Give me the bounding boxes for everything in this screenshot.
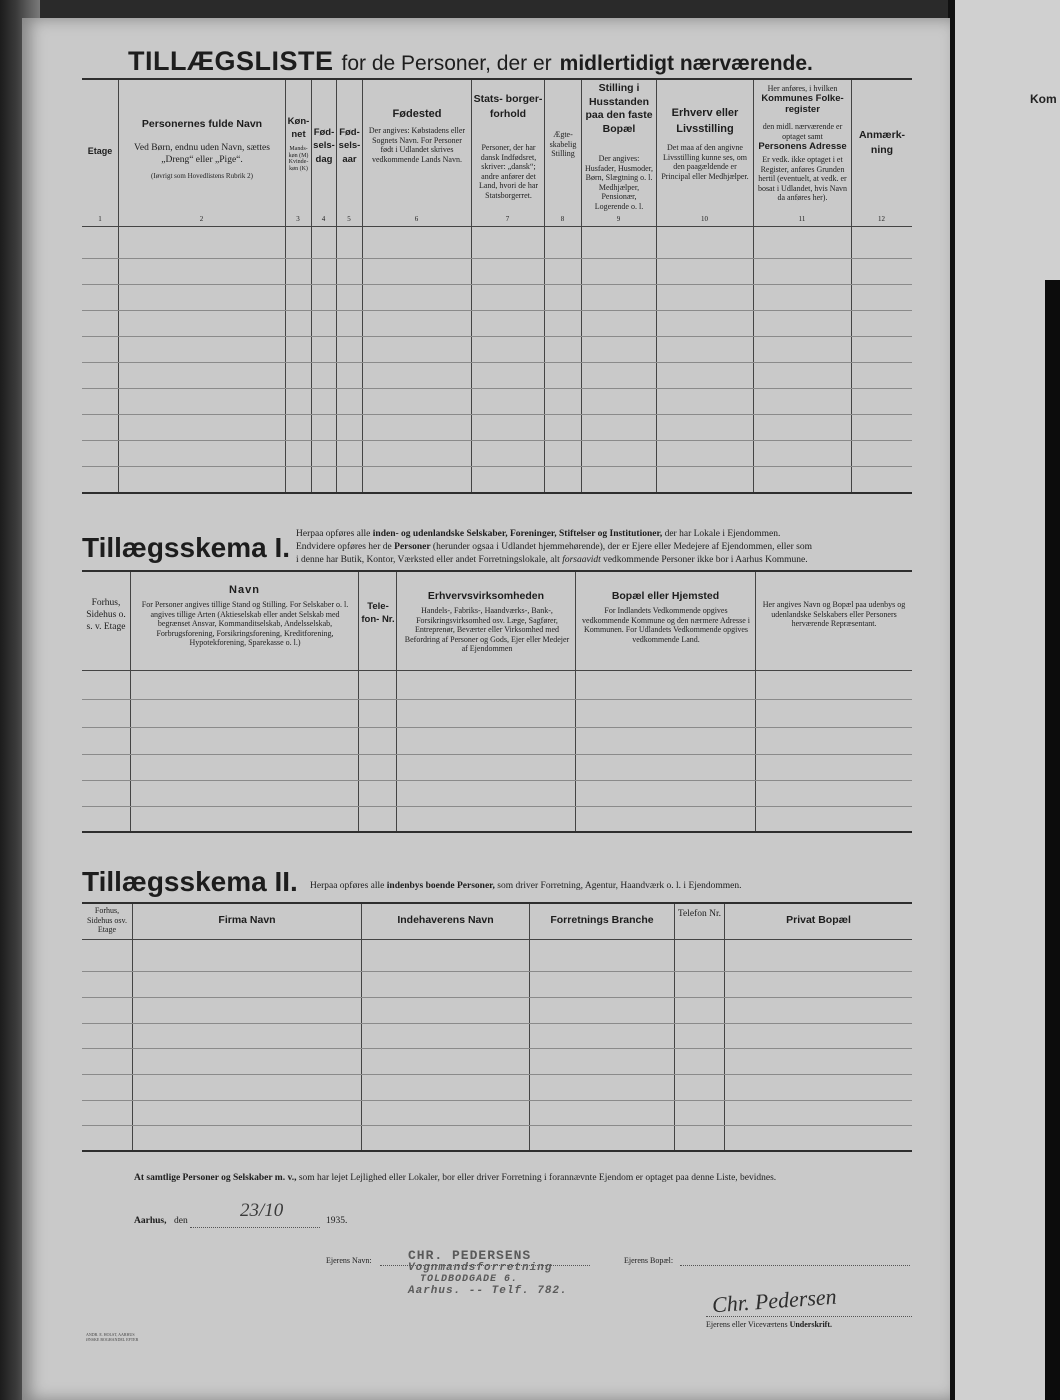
header-erhverv-text: Det maa af den angivne Livsstilling kunne ses, om den paagældende er Principal eller Medhjælper.: [661, 143, 749, 181]
header-folkeregister-pre: Her anføres, i hvilken: [767, 84, 838, 93]
table-row: [82, 440, 912, 441]
header-navn-text: Ved Børn, endnu uden Navn, sættes „Dreng“ eller „Pige“.: [134, 143, 270, 165]
col-divider: [674, 904, 675, 1150]
col-divider: [361, 904, 362, 1150]
column-number: 4: [321, 215, 326, 223]
date-line: [190, 1227, 320, 1228]
col-divider: [118, 80, 119, 492]
skema1-title: Tillægsskema I.: [82, 532, 291, 563]
col-divider: [362, 80, 363, 492]
header-navn-title: Personernes fulde Navn: [141, 118, 263, 130]
desc-text: Endvidere opføres her de: [296, 541, 392, 552]
table-row: [82, 806, 912, 807]
column-number: 6: [414, 215, 419, 223]
header-folkeregister-text: Er vedk. ikke optaget i et Register, anføres Grunden hertil (eventuelt, at vedk. er bosat i Udlandet, hvis Navn da anføres her).: [757, 155, 848, 203]
table-row: [82, 362, 912, 363]
header-konnet-note: Mands- køn (M) Kvinde- køn (K): [288, 146, 309, 172]
table-row: [82, 414, 912, 415]
table1-top-border: [82, 78, 912, 80]
desc-text: Herpaa opføres alle: [310, 881, 385, 891]
header-stilling-title: Stilling i Husstanden paa den faste Bopæl: [585, 82, 653, 135]
column-number: 11: [798, 215, 806, 223]
header-folkeregister-mid: den midl. nærværende er optaget samt: [762, 122, 843, 141]
table-row: [82, 336, 912, 337]
signature-label: [706, 1320, 832, 1329]
form-title: [128, 46, 813, 77]
table-row: [82, 258, 912, 259]
col-divider: [544, 80, 545, 492]
handwritten-date: 23/10: [240, 1200, 284, 1221]
skema2-top-border: [82, 902, 912, 904]
next-page-shadow: [1045, 280, 1060, 1400]
stamp-line: Vognmandsforretning: [408, 1262, 553, 1274]
column-number: 5: [347, 215, 351, 223]
place-label: Aarhus,: [134, 1216, 167, 1226]
header-navn-note: (Iøvrigt som Hovedlistens Rubrik 2): [151, 172, 253, 180]
skema2-description: [310, 880, 910, 893]
header-konnet: Køn- net: [287, 116, 310, 140]
header-telefon: Tele- fon- Nr.: [361, 601, 395, 626]
desc-text: (herunder ogsaa i Udlandet hjemmehørende), der er Ejere eller Medejere af Ejendommen, eller som: [432, 541, 812, 552]
desc-text: vedkommende Personer ikke bor i Aarhus Kommune.: [603, 554, 808, 565]
header-indehaver: Indehaverens Navn: [397, 914, 494, 926]
statement-text: som har lejet Lejlighed eller Lokaler, bor eller driver Forretning i forannævnte Ejendom er optaget paa denne Liste, bevidnes.: [298, 1173, 777, 1183]
header-repraesentant: Her angives Navn og Bopæl paa udenbys og udenlandske Selskabers eller Personers herværende Repræsentant.: [762, 600, 906, 629]
table-row: [82, 284, 912, 285]
header-fodselsdag: Fød- sels- dag: [313, 127, 335, 165]
ejer-navn-label: Ejerens Navn:: [326, 1256, 372, 1265]
col-divider: [396, 572, 397, 831]
skema1-header-bottom: [82, 670, 912, 671]
header-aegteskabelig: Ægte- skabelig Stilling: [549, 130, 577, 159]
header-anmaerkning: Anmærk- ning: [858, 129, 906, 157]
desc-text: som driver Forretning, Agentur, Haandværk o. l. i Ejendommen.: [497, 881, 742, 891]
header-personens-adresse: Personens Adresse: [758, 141, 847, 152]
col-divider: [132, 904, 133, 1150]
header-erhverv-title: Erhvervsvirksomheden: [427, 590, 545, 602]
column-number: 7: [505, 215, 510, 223]
table-row: [82, 971, 912, 972]
signature-label-text: Ejerens eller Viceværtens: [706, 1320, 788, 1329]
column-number: 8: [560, 215, 565, 223]
title-emphasis: midlertidigt nærværende.: [559, 52, 813, 75]
table-row: [82, 1100, 912, 1101]
skema1-description: [296, 528, 916, 566]
column-number: 1: [98, 215, 102, 223]
stamp-line: Aarhus. -- Telf. 782.: [408, 1285, 568, 1297]
table-row: [82, 388, 912, 389]
table-row: [82, 466, 912, 467]
table-row: [82, 780, 912, 781]
title-rest: for de Personer, der er: [341, 52, 552, 75]
column-number: 3: [296, 215, 300, 223]
table-row: [82, 1048, 912, 1049]
header-stilling-text: Der angives: Husfader, Husmoder, Børn, Slægtning o. l. Medhjælper, Pensionær, Logerende o. l.: [584, 154, 653, 211]
table-row: [82, 754, 912, 755]
header-forhus: Forhus, Sidehus osv. Etage: [87, 906, 127, 935]
ejer-bopael-line: [680, 1265, 910, 1266]
col-divider: [471, 80, 472, 492]
header-fodested-title: Fødested: [392, 108, 442, 120]
col-divider: [575, 572, 576, 831]
skema2-header-bottom: [82, 939, 912, 940]
stamp-line: TOLDBODGADE 6.: [420, 1274, 519, 1285]
desc-emphasis: Personer: [394, 541, 431, 552]
header-bopael-text: For Indlandets Vedkommende opgives vedkommende Kommune og den nærmere Adresse i Kommunen. For Udlandets Vedkommende opgives vedkommende Land.: [582, 606, 750, 644]
header-telefon: Telefon Nr.: [677, 909, 722, 919]
den-label: den: [174, 1216, 188, 1226]
header-forhus: Forhus, Sidehus o. s. v. Etage: [86, 598, 126, 632]
skema2-bottom-border: [82, 1150, 912, 1152]
col-divider: [358, 572, 359, 831]
header-erhverv-text: Handels-, Fabriks-, Haandværks-, Bank-, Forsikringsvirksomhed osv. Læge, Sagfører, Entreprenør, Beværter eller Virksomhed med Befordring af Personer og Gods, Ejer eller Medejer af Ejendommen: [404, 606, 570, 654]
col-divider: [755, 572, 756, 831]
table-row: [82, 997, 912, 998]
col-divider: [753, 80, 754, 492]
column-number: 2: [199, 215, 204, 223]
col-divider: [529, 904, 530, 1150]
header-branche: Forretnings Branche: [550, 914, 654, 926]
desc-text: Herpaa opføres alle: [296, 529, 371, 539]
signature-line: [706, 1316, 912, 1317]
header-fodselsaar: Fød- sels- aar: [338, 127, 361, 165]
header-privat-bopael: Privat Bopæl: [786, 914, 851, 926]
table-row: [82, 699, 912, 700]
skema2-title: Tillægsskema II.: [82, 866, 298, 897]
header-firma: Firma Navn: [218, 914, 276, 926]
col-divider: [851, 80, 852, 492]
ejer-bopael-label: Ejerens Bopæl:: [624, 1256, 674, 1265]
desc-text: i denne har Butik, Kontor, Værksted eller andet Forretningslokale, alt: [296, 554, 560, 565]
col-divider: [581, 80, 582, 492]
column-number: 12: [878, 215, 885, 223]
col-divider: [656, 80, 657, 492]
header-fodested-text: Der angives: Købstadens eller Sognets Navn. For Personer født i Udlandet skrives vedkommende Lands Navn.: [368, 126, 466, 164]
header-etage: Etage: [87, 146, 113, 156]
desc-emphasis: inden- og udenlandske Selskaber, Foreninger, Stiftelser og Institutioner,: [372, 529, 663, 539]
header-bopael-title: Bopæl eller Hjemsted: [611, 590, 720, 602]
header-navn-text: For Personer angives tillige Stand og Stilling. For Selskaber o. l. angives tillige Arten (Aktieselskab eller andet Selskab med begrænset Ansvar, Kommanditselskab, Andelsselskab, Forbrugsforening, Forsikringsforening, Kreditforening, Hypotekforening, Sparekasse o. l.): [141, 600, 349, 648]
table-row: [82, 310, 912, 311]
header-statsborger-text: Personer, der har dansk Indfødsret, skriver: „dansk“; andre anfører det Land, hvori de har Statsborgerret.: [478, 143, 539, 200]
col-divider: [285, 80, 286, 492]
desc-emphasis: indenbys boende Personer,: [386, 881, 495, 891]
signature-label-emphasis: Underskrift.: [789, 1320, 833, 1329]
skema1-bottom-border: [82, 831, 912, 833]
owner-signature: Chr. Pedersen: [711, 1283, 838, 1318]
header-navn-title: Navn: [229, 584, 260, 596]
attestation-statement: [134, 1172, 914, 1185]
col-divider: [130, 572, 131, 831]
header-folkeregister-title: Kommunes Folke- register: [761, 93, 844, 115]
desc-text: der har Lokale i Ejendommen.: [664, 529, 781, 539]
header-erhverv-title: Erhverv eller Livsstilling: [671, 107, 739, 135]
column-number: 9: [616, 215, 621, 223]
year-label: 1935.: [326, 1216, 348, 1226]
col-divider: [724, 904, 725, 1150]
printer-imprint: ANDR. E. HOLST, AARHUS ØNSKE BOGHANDEL EFTER: [86, 1332, 139, 1343]
statement-emphasis: At samtlige Personer og Selskaber m. v.,: [134, 1173, 297, 1183]
table-row: [82, 1023, 912, 1024]
desc-emphasis: forsaavidt: [562, 554, 601, 565]
next-page-text: Kom: [1030, 92, 1057, 106]
table1-header-bottom: [82, 226, 912, 227]
table1-bottom-border: [82, 492, 912, 494]
table-row: [82, 1074, 912, 1075]
title-main: TILLÆGSLISTE: [128, 46, 334, 76]
header-statsborger-title: Stats- borger- forhold: [473, 93, 543, 120]
stamp-line: CHR. PEDERSENS: [408, 1248, 532, 1263]
column-number: 10: [701, 215, 708, 223]
table-row: [82, 727, 912, 728]
table-row: [82, 1125, 912, 1126]
skema1-top-border: [82, 570, 912, 572]
